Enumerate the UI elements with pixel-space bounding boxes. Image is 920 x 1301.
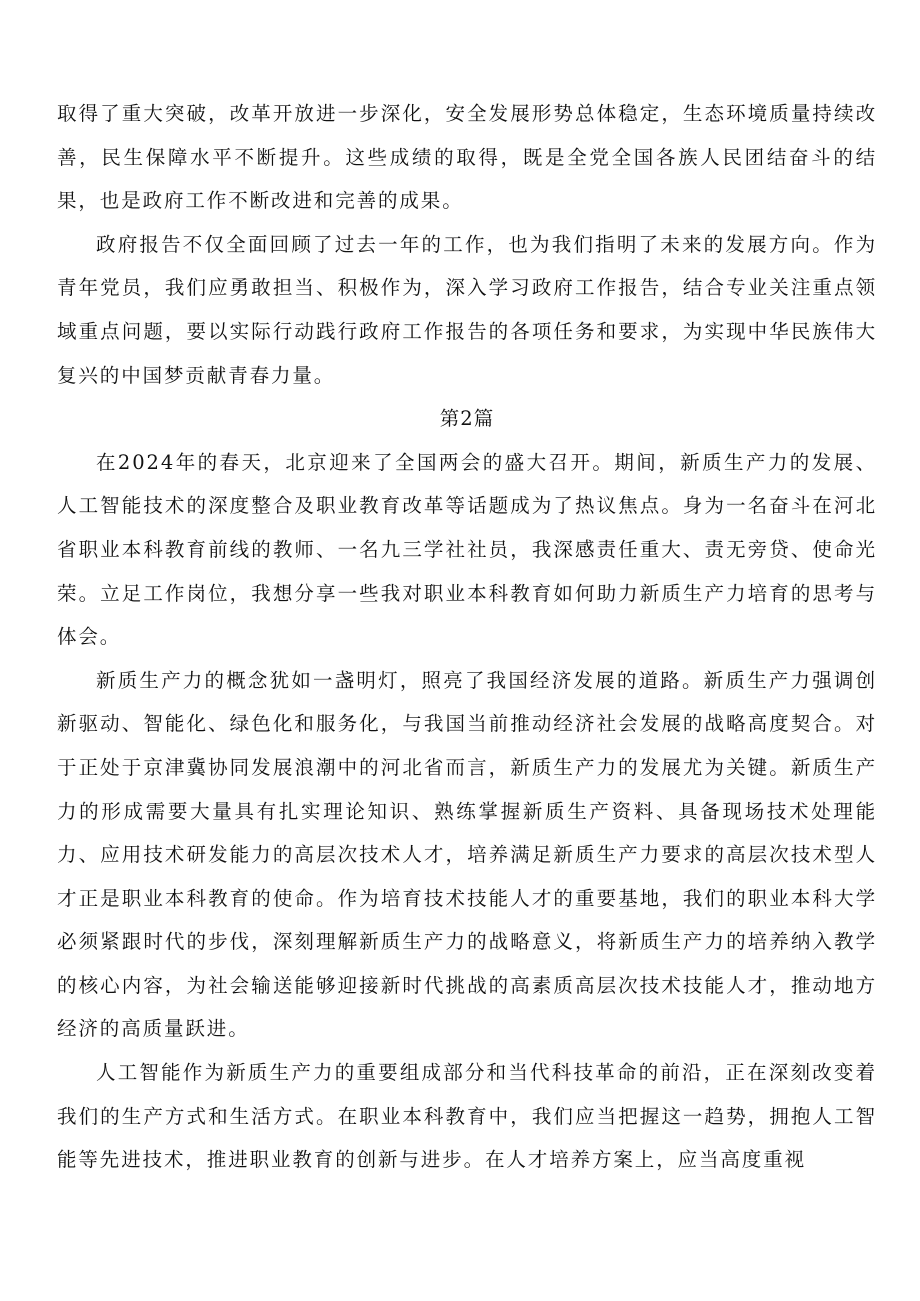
body-paragraph: 人工智能作为新质生产力的重要组成部分和当代科技革命的前沿，正在深刻改变着我们的生产方式和生活方式。在职业本科教育中，我们应当把握这一趋势，拥抱人工智能等先进技术，推进职业教育的创新与进步。在人才培养方案上，应当高度重视 bbox=[57, 1061, 877, 1172]
body-paragraph: 新质生产力的概念犹如一盏明灯，照亮了我国经济发展的道路。新质生产力强调创新驱动、智能化、绿色化和服务化，与我国当前推动经济社会发展的战略高度契合。对于正处于京津冀协同发展浪潮中的河北省而言，新质生产力的发展尤为关键。新质生产力的形成需要大量具有扎实理论知识、熟练掌握新质生产资料、具备现场技术处理能力、应用技术研发能力的高层次技术人才，培养满足新质生产力要求的高层次技术型人才正是职业本科教育的使命。作为培育技术技能人才的重要基地，我们的职业本科大学必须紧跟时代的步伐，深刻理解新质生产力的战略意义，将新质生产力的培养纳入教学的核心内容，为社会输送能够迎接新时代挑战的高素质高层次技术技能人才，推动地方经济的高质量跃进。 bbox=[57, 668, 877, 1041]
document-page bbox=[57, 92, 877, 1182]
section-heading: 第2篇 bbox=[439, 407, 495, 431]
continued-paragraph: 取得了重大突破，改革开放进一步深化，安全发展形势总体稳定，生态环境质量持续改善，民生保障水平不断提升。这些成绩的取得，既是全党全国各族人民团结奋斗的结果，也是政府工作不断改进和完善的成果。 bbox=[57, 102, 877, 213]
body-paragraph: 政府报告不仅全面回顾了过去一年的工作，也为我们指明了未来的发展方向。作为青年党员，我们应勇敢担当、积极作为，深入学习政府工作报告，结合专业关注重点领域重点问题，要以实际行动践行政府工作报告的各项任务和要求，为实现中华民族伟大复兴的中国梦贡献青春力量。 bbox=[57, 232, 877, 387]
body-paragraph: 在2024年的春天，北京迎来了全国两会的盛大召开。期间，新质生产力的发展、人工智能技术的深度整合及职业教育改革等话题成为了热议焦点。身为一名奋斗在河北省职业本科教育前线的教师、一名九三学社社员，我深感责任重大、责无旁贷、使命光荣。立足工作岗位，我想分享一些我对职业本科教育如何助力新质生产力培育的思考与体会。 bbox=[57, 450, 877, 649]
